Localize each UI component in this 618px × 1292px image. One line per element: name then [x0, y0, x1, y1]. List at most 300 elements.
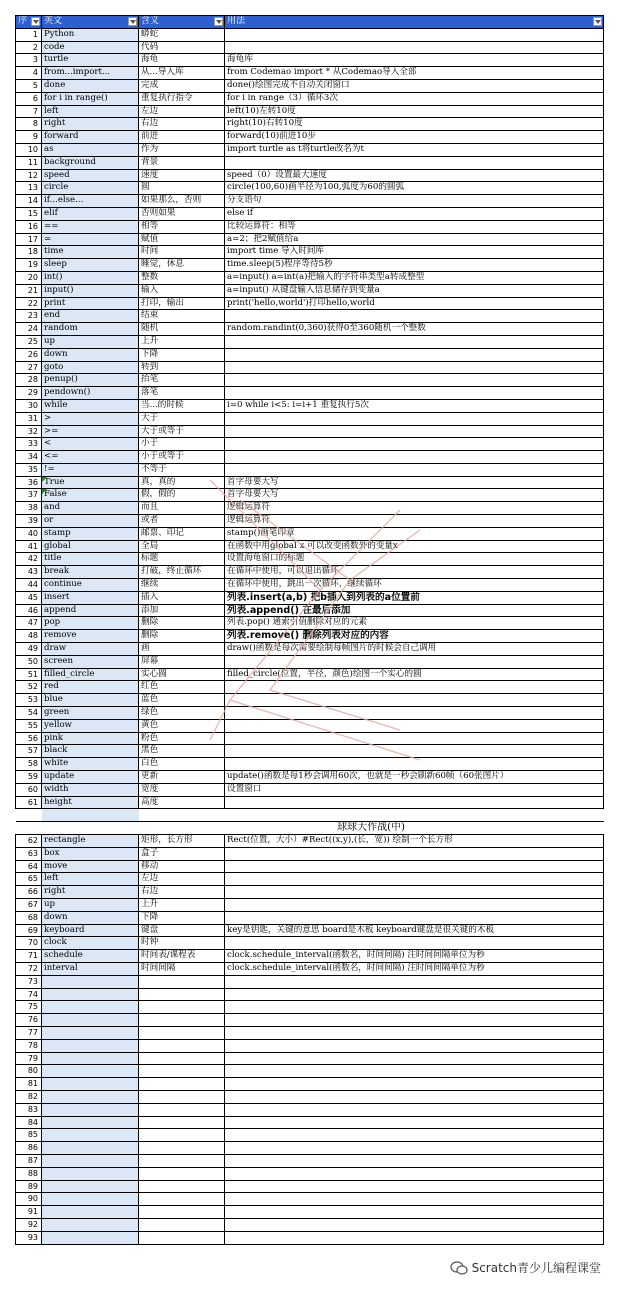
row-english[interactable]: width — [42, 783, 139, 796]
row-meaning[interactable] — [139, 1001, 225, 1014]
row-english[interactable]: down — [42, 348, 139, 361]
row-index[interactable]: 10 — [16, 143, 42, 156]
row-index[interactable]: 71 — [16, 950, 42, 963]
row-index[interactable]: 88 — [16, 1167, 42, 1180]
row-meaning[interactable]: 继续 — [139, 579, 225, 592]
row-index[interactable]: 21 — [16, 284, 42, 297]
row-english[interactable]: height — [42, 796, 139, 809]
row-usage[interactable] — [225, 847, 604, 860]
row-index[interactable]: 67 — [16, 898, 42, 911]
row-english[interactable] — [42, 1078, 139, 1091]
row-index[interactable]: 39 — [16, 515, 42, 528]
row-index[interactable]: 62 — [16, 835, 42, 848]
row-meaning[interactable]: 转到 — [139, 361, 225, 374]
row-usage[interactable]: 设置窗口 — [225, 783, 604, 796]
row-english[interactable]: break — [42, 566, 139, 579]
row-index[interactable]: 68 — [16, 911, 42, 924]
row-english[interactable]: up — [42, 898, 139, 911]
row-usage[interactable]: a=2；把2赋值给a — [225, 233, 604, 246]
row-meaning[interactable]: 插入 — [139, 591, 225, 604]
row-meaning[interactable]: 输入 — [139, 284, 225, 297]
row-meaning[interactable]: 删除 — [139, 617, 225, 630]
row-usage[interactable] — [225, 1039, 604, 1052]
row-index[interactable]: 61 — [16, 796, 42, 809]
row-meaning[interactable] — [139, 1026, 225, 1039]
row-meaning[interactable]: 时间 — [139, 246, 225, 259]
row-english[interactable] — [42, 1193, 139, 1206]
row-index[interactable]: 17 — [16, 233, 42, 246]
row-english[interactable] — [42, 1218, 139, 1231]
row-meaning[interactable]: 左边 — [139, 873, 225, 886]
row-meaning[interactable]: 代码 — [139, 41, 225, 54]
row-index[interactable]: 51 — [16, 668, 42, 681]
row-usage[interactable]: clock.schedule_interval(函数名，时间间隔) 注时间间隔单位为秒 — [225, 962, 604, 975]
row-index[interactable]: 15 — [16, 207, 42, 220]
row-english[interactable]: background — [42, 156, 139, 169]
row-usage[interactable]: filled_circle(位置，半径，颜色)绘图一个实心的圆 — [225, 668, 604, 681]
row-english[interactable] — [42, 1090, 139, 1103]
row-index[interactable]: 80 — [16, 1065, 42, 1078]
row-meaning[interactable]: 屏幕 — [139, 655, 225, 668]
row-meaning[interactable] — [139, 1167, 225, 1180]
row-index[interactable]: 42 — [16, 553, 42, 566]
row-meaning[interactable]: 如果那么，否则 — [139, 195, 225, 208]
row-usage[interactable]: i=0 while i<5: i=i+1 重复执行5次 — [225, 399, 604, 412]
row-usage[interactable] — [225, 886, 604, 899]
row-english[interactable] — [42, 1001, 139, 1014]
row-usage[interactable] — [225, 1014, 604, 1027]
row-meaning[interactable]: 结束 — [139, 310, 225, 323]
row-meaning[interactable]: 盒子 — [139, 847, 225, 860]
row-usage[interactable] — [225, 745, 604, 758]
row-meaning[interactable]: 标题 — [139, 553, 225, 566]
row-index[interactable]: 25 — [16, 335, 42, 348]
row-usage[interactable] — [225, 681, 604, 694]
row-meaning[interactable]: 下降 — [139, 348, 225, 361]
row-meaning[interactable]: 上升 — [139, 335, 225, 348]
row-meaning[interactable]: 当...的时候 — [139, 399, 225, 412]
row-english[interactable]: draw — [42, 643, 139, 656]
row-meaning[interactable]: 高度 — [139, 796, 225, 809]
row-index[interactable]: 2 — [16, 41, 42, 54]
row-english[interactable]: right — [42, 118, 139, 131]
row-english[interactable]: while — [42, 399, 139, 412]
row-index[interactable]: 77 — [16, 1026, 42, 1039]
row-english[interactable]: pop — [42, 617, 139, 630]
row-english[interactable]: yellow — [42, 719, 139, 732]
row-index[interactable]: 5 — [16, 79, 42, 92]
row-meaning[interactable] — [139, 975, 225, 988]
row-meaning[interactable] — [139, 1193, 225, 1206]
row-meaning[interactable]: 键盘 — [139, 924, 225, 937]
row-english[interactable]: remove — [42, 630, 139, 643]
row-usage[interactable] — [225, 1065, 604, 1078]
row-meaning[interactable]: 蓝色 — [139, 694, 225, 707]
row-meaning[interactable]: 红色 — [139, 681, 225, 694]
row-english[interactable]: schedule — [42, 950, 139, 963]
row-usage[interactable] — [225, 796, 604, 809]
row-usage[interactable] — [225, 1180, 604, 1193]
row-index[interactable]: 29 — [16, 387, 42, 400]
row-index[interactable]: 3 — [16, 54, 42, 67]
row-english[interactable]: == — [42, 220, 139, 233]
row-usage[interactable]: from Codemao import * 从Codemao导入全部 — [225, 67, 604, 80]
row-english[interactable]: code — [42, 41, 139, 54]
row-meaning[interactable] — [139, 1206, 225, 1219]
row-index[interactable]: 33 — [16, 438, 42, 451]
row-meaning[interactable]: 前进 — [139, 131, 225, 144]
row-index[interactable]: 22 — [16, 297, 42, 310]
row-usage[interactable]: forward(10)前进10步 — [225, 131, 604, 144]
row-english[interactable]: global — [42, 540, 139, 553]
row-usage[interactable] — [225, 655, 604, 668]
row-usage[interactable]: done()绘图完成不自动关闭窗口 — [225, 79, 604, 92]
row-index[interactable]: 86 — [16, 1142, 42, 1155]
row-english[interactable]: print — [42, 297, 139, 310]
row-usage[interactable] — [225, 156, 604, 169]
row-english[interactable]: Python — [42, 28, 139, 41]
row-usage[interactable]: right(10)右转10度 — [225, 118, 604, 131]
row-usage[interactable] — [225, 451, 604, 464]
row-index[interactable]: 53 — [16, 694, 42, 707]
row-usage[interactable] — [225, 707, 604, 720]
filter-dropdown-icon[interactable] — [31, 17, 40, 26]
row-index[interactable]: 14 — [16, 195, 42, 208]
row-meaning[interactable]: 或者 — [139, 515, 225, 528]
row-usage[interactable] — [225, 732, 604, 745]
row-meaning[interactable]: 睡觉，休息 — [139, 259, 225, 272]
row-usage[interactable]: draw()函数是每次需要绘制每帧图片的时候会自己调用 — [225, 643, 604, 656]
row-meaning[interactable] — [139, 1078, 225, 1091]
row-usage[interactable]: 列表.remove() 删除列表对应的内容 — [225, 630, 604, 643]
row-usage[interactable]: update()函数是每1秒会调用60次，也就是一秒会刷新60帧（60张图片） — [225, 771, 604, 784]
row-index[interactable]: 50 — [16, 655, 42, 668]
header-usage[interactable] — [225, 16, 604, 29]
header-english[interactable] — [42, 16, 139, 29]
row-english[interactable] — [42, 1167, 139, 1180]
row-usage[interactable] — [225, 361, 604, 374]
row-index[interactable]: 75 — [16, 1001, 42, 1014]
row-index[interactable]: 32 — [16, 425, 42, 438]
row-meaning[interactable] — [139, 1039, 225, 1052]
row-usage[interactable]: left(10)左转10度 — [225, 105, 604, 118]
row-usage[interactable] — [225, 873, 604, 886]
row-index[interactable]: 6 — [16, 92, 42, 105]
filter-dropdown-icon[interactable] — [214, 17, 223, 26]
row-english[interactable]: and — [42, 502, 139, 515]
row-index[interactable]: 36 — [16, 476, 42, 489]
row-english[interactable]: as — [42, 143, 139, 156]
row-meaning[interactable]: 完成 — [139, 79, 225, 92]
row-index[interactable]: 74 — [16, 988, 42, 1001]
row-english[interactable] — [42, 1142, 139, 1155]
row-index[interactable]: 41 — [16, 540, 42, 553]
row-index[interactable]: 65 — [16, 873, 42, 886]
row-index[interactable]: 34 — [16, 451, 42, 464]
row-english[interactable]: title — [42, 553, 139, 566]
row-index[interactable]: 57 — [16, 745, 42, 758]
row-english[interactable]: > — [42, 412, 139, 425]
row-english[interactable]: penup() — [42, 374, 139, 387]
row-usage[interactable] — [225, 1154, 604, 1167]
row-index[interactable]: 84 — [16, 1116, 42, 1129]
row-usage[interactable]: 在循环中使用，可以退出循环 — [225, 566, 604, 579]
row-index[interactable]: 30 — [16, 399, 42, 412]
row-meaning[interactable]: 黄色 — [139, 719, 225, 732]
row-usage[interactable] — [225, 374, 604, 387]
row-index[interactable]: 70 — [16, 937, 42, 950]
row-meaning[interactable]: 画 — [139, 643, 225, 656]
row-english[interactable]: False — [42, 489, 139, 502]
row-usage[interactable] — [225, 1026, 604, 1039]
row-index[interactable]: 60 — [16, 783, 42, 796]
row-meaning[interactable] — [139, 1116, 225, 1129]
row-meaning[interactable]: 圆 — [139, 182, 225, 195]
row-index[interactable]: 83 — [16, 1103, 42, 1116]
row-english[interactable]: clock — [42, 937, 139, 950]
row-meaning[interactable]: 邮票、印记 — [139, 527, 225, 540]
row-index[interactable]: 18 — [16, 246, 42, 259]
row-meaning[interactable]: 真，真的 — [139, 476, 225, 489]
row-english[interactable] — [42, 1231, 139, 1244]
row-english[interactable]: interval — [42, 962, 139, 975]
row-index[interactable]: 8 — [16, 118, 42, 131]
row-usage[interactable] — [225, 463, 604, 476]
row-english[interactable]: blue — [42, 694, 139, 707]
row-english[interactable]: <= — [42, 451, 139, 464]
row-meaning[interactable]: 打破，终止循环 — [139, 566, 225, 579]
row-usage[interactable] — [225, 1231, 604, 1244]
row-usage[interactable]: import turtle as t将turtle改名为t — [225, 143, 604, 156]
row-index[interactable]: 31 — [16, 412, 42, 425]
row-english[interactable]: time — [42, 246, 139, 259]
row-english[interactable]: elif — [42, 207, 139, 220]
row-index[interactable]: 44 — [16, 579, 42, 592]
row-meaning[interactable] — [139, 1052, 225, 1065]
row-usage[interactable]: 逻辑运算符 — [225, 502, 604, 515]
row-english[interactable]: from...import... — [42, 67, 139, 80]
row-meaning[interactable]: 而且 — [139, 502, 225, 515]
row-index[interactable]: 63 — [16, 847, 42, 860]
row-index[interactable]: 46 — [16, 604, 42, 617]
row-usage[interactable]: a=input() a=int(a)把输入的字符串类型a转成整型 — [225, 271, 604, 284]
filter-dropdown-icon[interactable] — [128, 17, 137, 26]
row-index[interactable]: 37 — [16, 489, 42, 502]
row-index[interactable]: 66 — [16, 886, 42, 899]
row-english[interactable]: circle — [42, 182, 139, 195]
row-english[interactable]: move — [42, 860, 139, 873]
row-meaning[interactable] — [139, 1090, 225, 1103]
row-meaning[interactable] — [139, 1014, 225, 1027]
row-english[interactable]: box — [42, 847, 139, 860]
row-usage[interactable] — [225, 348, 604, 361]
row-english[interactable]: end — [42, 310, 139, 323]
row-index[interactable]: 23 — [16, 310, 42, 323]
row-usage[interactable]: 分支语句 — [225, 195, 604, 208]
row-usage[interactable] — [225, 1001, 604, 1014]
row-index[interactable]: 54 — [16, 707, 42, 720]
filter-dropdown-icon[interactable] — [593, 17, 602, 26]
row-meaning[interactable]: 重复执行指令 — [139, 92, 225, 105]
row-english[interactable] — [42, 1116, 139, 1129]
row-english[interactable]: left — [42, 873, 139, 886]
row-english[interactable]: random — [42, 323, 139, 336]
row-usage[interactable]: 比较运算符：相等 — [225, 220, 604, 233]
row-index[interactable]: 26 — [16, 348, 42, 361]
row-index[interactable]: 69 — [16, 924, 42, 937]
row-index[interactable]: 55 — [16, 719, 42, 732]
row-index[interactable]: 48 — [16, 630, 42, 643]
row-usage[interactable] — [225, 425, 604, 438]
row-english[interactable] — [42, 1065, 139, 1078]
row-usage[interactable]: 海龟库 — [225, 54, 604, 67]
row-index[interactable]: 59 — [16, 771, 42, 784]
row-meaning[interactable]: 黑色 — [139, 745, 225, 758]
row-english[interactable]: goto — [42, 361, 139, 374]
row-meaning[interactable]: 整数 — [139, 271, 225, 284]
row-index[interactable]: 56 — [16, 732, 42, 745]
row-usage[interactable] — [225, 860, 604, 873]
row-index[interactable]: 19 — [16, 259, 42, 272]
row-usage[interactable] — [225, 1142, 604, 1155]
row-usage[interactable] — [225, 975, 604, 988]
row-meaning[interactable]: 从...导入库 — [139, 67, 225, 80]
row-meaning[interactable]: 抬笔 — [139, 374, 225, 387]
row-meaning[interactable]: 时间间隔 — [139, 962, 225, 975]
row-index[interactable]: 13 — [16, 182, 42, 195]
row-usage[interactable] — [225, 988, 604, 1001]
row-meaning[interactable]: 时钟 — [139, 937, 225, 950]
row-meaning[interactable]: 时间表/课程表 — [139, 950, 225, 963]
row-english[interactable]: input() — [42, 284, 139, 297]
row-meaning[interactable]: 赋值 — [139, 233, 225, 246]
header-index[interactable] — [16, 16, 42, 29]
row-index[interactable]: 38 — [16, 502, 42, 515]
row-meaning[interactable]: 相等 — [139, 220, 225, 233]
row-usage[interactable]: 逻辑运算符 — [225, 515, 604, 528]
row-english[interactable]: for i in range() — [42, 92, 139, 105]
row-english[interactable]: insert — [42, 591, 139, 604]
row-meaning[interactable]: 实心圆 — [139, 668, 225, 681]
row-meaning[interactable] — [139, 1103, 225, 1116]
row-usage[interactable]: stamp()画笔印章 — [225, 527, 604, 540]
row-english[interactable] — [42, 1154, 139, 1167]
row-usage[interactable]: speed（0）设置最大速度 — [225, 169, 604, 182]
row-usage[interactable] — [225, 387, 604, 400]
row-meaning[interactable]: 作为 — [139, 143, 225, 156]
row-meaning[interactable]: 移动 — [139, 860, 225, 873]
row-usage[interactable]: time.sleep(5)程序等待5秒 — [225, 259, 604, 272]
row-english[interactable]: append — [42, 604, 139, 617]
row-meaning[interactable]: 大于 — [139, 412, 225, 425]
row-english[interactable] — [42, 1103, 139, 1116]
row-meaning[interactable]: 删除 — [139, 630, 225, 643]
row-english[interactable]: stamp — [42, 527, 139, 540]
row-index[interactable]: 43 — [16, 566, 42, 579]
row-english[interactable] — [42, 1026, 139, 1039]
row-index[interactable]: 12 — [16, 169, 42, 182]
row-english[interactable]: up — [42, 335, 139, 348]
row-meaning[interactable]: 随机 — [139, 323, 225, 336]
row-usage[interactable] — [225, 438, 604, 451]
row-index[interactable]: 85 — [16, 1129, 42, 1142]
row-usage[interactable]: 列表.pop() 通索引值删除对应的元素 — [225, 617, 604, 630]
row-meaning[interactable]: 绿色 — [139, 707, 225, 720]
row-english[interactable]: turtle — [42, 54, 139, 67]
row-index[interactable]: 72 — [16, 962, 42, 975]
row-index[interactable]: 4 — [16, 67, 42, 80]
row-meaning[interactable]: 不等于 — [139, 463, 225, 476]
row-english[interactable] — [42, 1180, 139, 1193]
row-english[interactable]: != — [42, 463, 139, 476]
row-usage[interactable]: 列表.append() 在最后添加 — [225, 604, 604, 617]
row-meaning[interactable] — [139, 1154, 225, 1167]
row-meaning[interactable] — [139, 1180, 225, 1193]
row-meaning[interactable] — [139, 1129, 225, 1142]
row-usage[interactable] — [225, 335, 604, 348]
row-english[interactable]: filled_circle — [42, 668, 139, 681]
row-index[interactable]: 92 — [16, 1218, 42, 1231]
row-usage[interactable]: circle(100,60)画半径为100,弧度为60的圆弧 — [225, 182, 604, 195]
row-usage[interactable] — [225, 1090, 604, 1103]
row-english[interactable]: if...else... — [42, 195, 139, 208]
row-meaning[interactable]: 打印，输出 — [139, 297, 225, 310]
row-meaning[interactable]: 白色 — [139, 758, 225, 771]
row-index[interactable]: 93 — [16, 1231, 42, 1244]
row-meaning[interactable]: 添加 — [139, 604, 225, 617]
row-usage[interactable] — [225, 1129, 604, 1142]
row-usage[interactable] — [225, 1116, 604, 1129]
row-index[interactable]: 91 — [16, 1206, 42, 1219]
row-english[interactable]: black — [42, 745, 139, 758]
row-english[interactable]: int() — [42, 271, 139, 284]
row-usage[interactable]: a=input() 从键盘输入信息储存到变量a — [225, 284, 604, 297]
row-usage[interactable] — [225, 412, 604, 425]
row-english[interactable]: forward — [42, 131, 139, 144]
row-usage[interactable] — [225, 41, 604, 54]
row-index[interactable]: 47 — [16, 617, 42, 630]
row-english[interactable] — [42, 1039, 139, 1052]
row-index[interactable]: 11 — [16, 156, 42, 169]
row-index[interactable]: 73 — [16, 975, 42, 988]
row-english[interactable]: speed — [42, 169, 139, 182]
row-usage[interactable]: 首字母要大写 — [225, 489, 604, 502]
row-index[interactable]: 64 — [16, 860, 42, 873]
row-index[interactable]: 27 — [16, 361, 42, 374]
row-usage[interactable] — [225, 937, 604, 950]
row-index[interactable]: 79 — [16, 1052, 42, 1065]
row-english[interactable]: True — [42, 476, 139, 489]
row-english[interactable]: >= — [42, 425, 139, 438]
row-english[interactable]: green — [42, 707, 139, 720]
row-usage[interactable] — [225, 911, 604, 924]
row-english[interactable]: white — [42, 758, 139, 771]
row-usage[interactable] — [225, 1206, 604, 1219]
row-usage[interactable]: clock.schedule_interval(函数名，时间间隔) 注时间间隔单位为秒 — [225, 950, 604, 963]
row-usage[interactable]: 列表.insert(a,b) 把b插入到列表的a位置前 — [225, 591, 604, 604]
row-meaning[interactable] — [139, 988, 225, 1001]
row-meaning[interactable]: 海龟 — [139, 54, 225, 67]
row-meaning[interactable] — [139, 1218, 225, 1231]
row-usage[interactable] — [225, 310, 604, 323]
row-index[interactable]: 45 — [16, 591, 42, 604]
row-meaning[interactable]: 背景 — [139, 156, 225, 169]
row-meaning[interactable]: 小于或等于 — [139, 451, 225, 464]
row-index[interactable]: 20 — [16, 271, 42, 284]
row-meaning[interactable]: 下降 — [139, 911, 225, 924]
row-meaning[interactable]: 否则如果 — [139, 207, 225, 220]
row-usage[interactable] — [225, 1218, 604, 1231]
